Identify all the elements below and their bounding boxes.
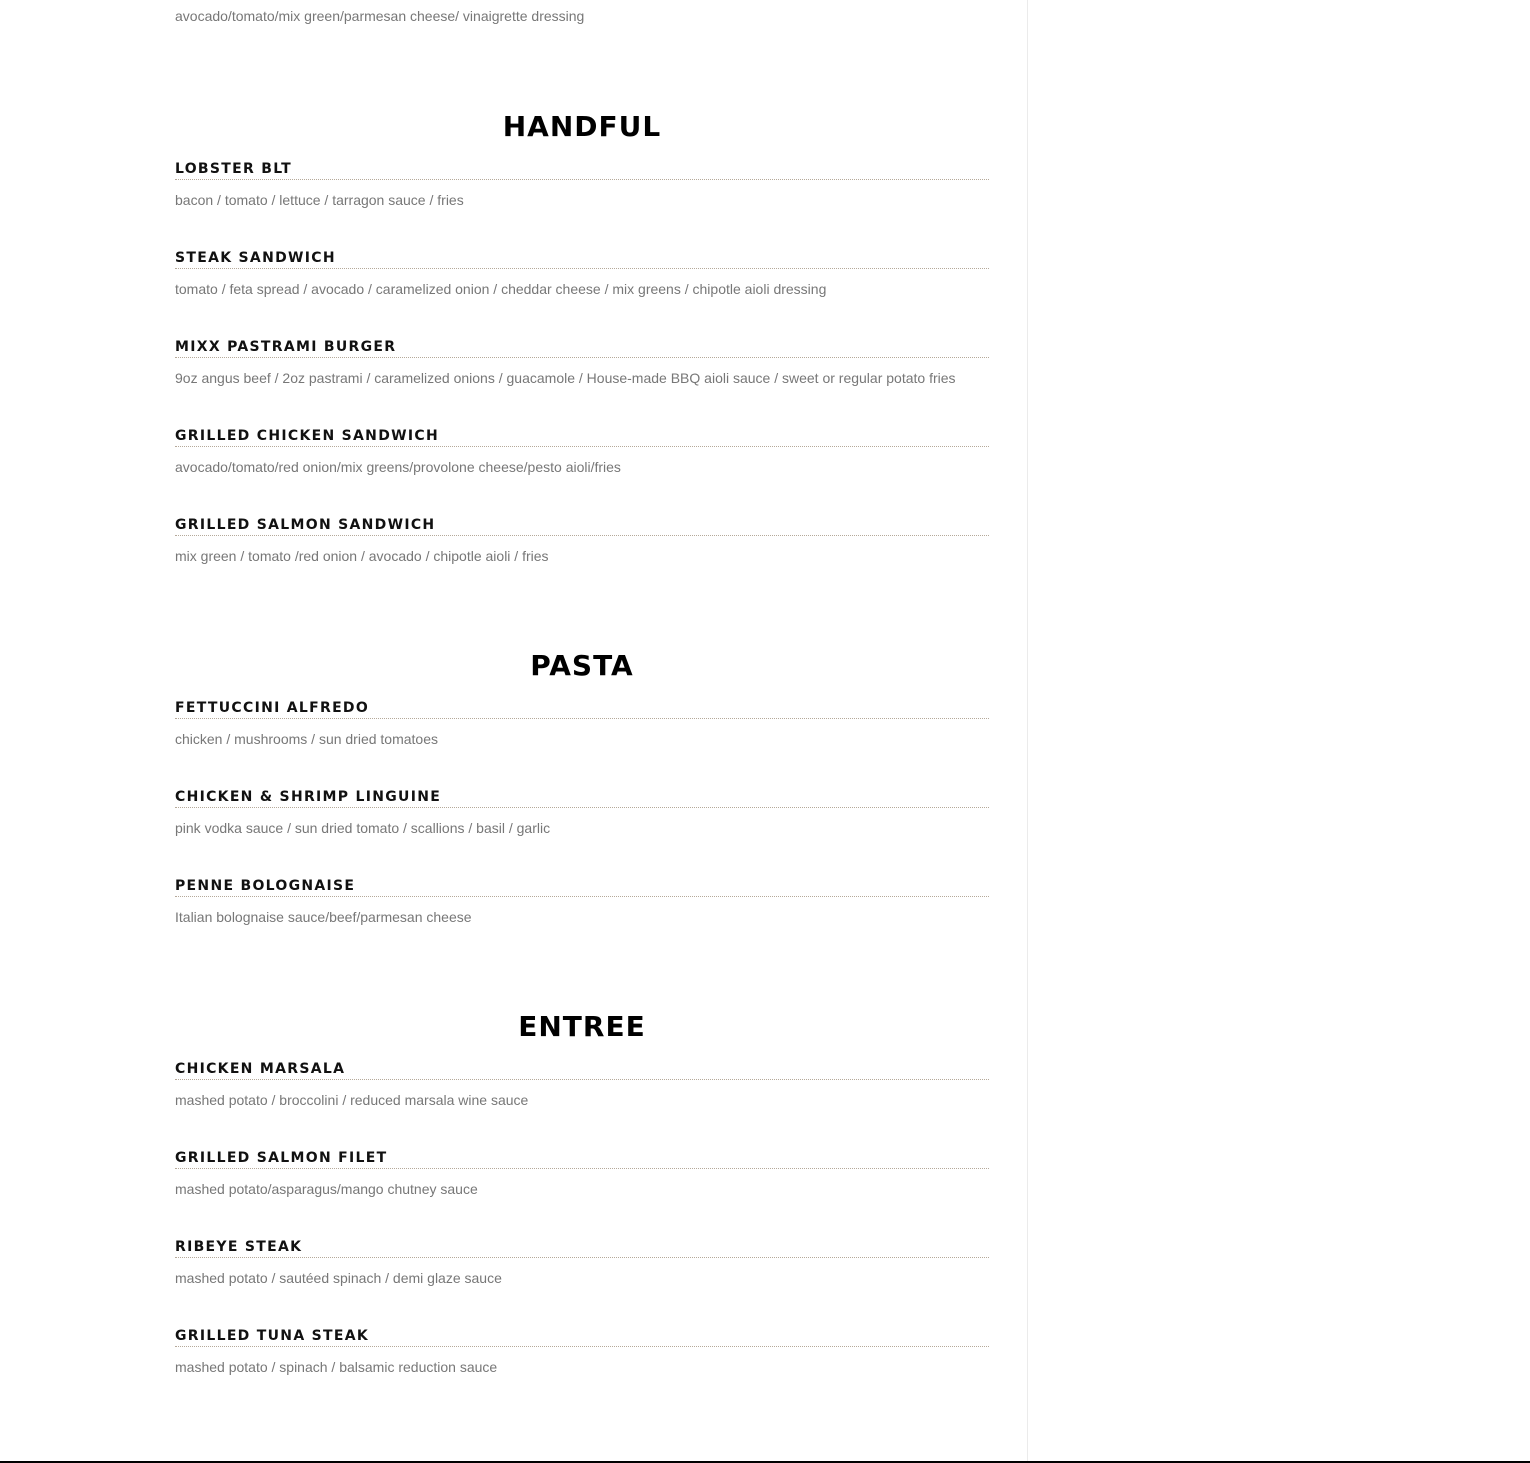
sidebar-column	[1029, 0, 1530, 1463]
menu-item	[175, 1149, 989, 1229]
menu-item	[175, 427, 989, 507]
item-description: avocado/tomato/red onion/mix greens/provolone cheese/pesto aioli/fries	[175, 459, 621, 475]
dotted-divider	[175, 1257, 989, 1258]
menu-item	[175, 1327, 989, 1407]
dotted-divider	[175, 896, 989, 897]
item-name: PENNE BOLOGNAISE	[175, 878, 356, 894]
item-description: avocado/tomato/mix green/parmesan cheese/ vinaigrette dressing	[175, 8, 585, 24]
menu-item	[175, 1238, 989, 1318]
item-description: mashed potato / spinach / balsamic reduction sauce	[175, 1359, 498, 1375]
dotted-divider	[175, 179, 989, 180]
item-description: mashed potato / broccolini / reduced marsala wine sauce	[175, 1092, 529, 1108]
item-description: mashed potato / sautéed spinach / demi glaze sauce	[175, 1270, 502, 1286]
item-name: STEAK SANDWICH	[175, 250, 336, 266]
item-name: GRILLED SALMON FILET	[175, 1150, 388, 1166]
item-description: bacon / tomato / lettuce / tarragon sauce / fries	[175, 192, 464, 208]
menu-item	[175, 1060, 989, 1140]
dotted-divider	[175, 718, 989, 719]
menu-item	[175, 160, 989, 240]
menu-item	[175, 788, 989, 868]
item-description: mashed potato/asparagus/mango chutney sauce	[175, 1181, 478, 1197]
item-name: GRILLED SALMON SANDWICH	[175, 517, 436, 533]
dotted-divider	[175, 1168, 989, 1169]
section-title: ENTREE	[518, 1010, 646, 1043]
section-title: HANDFUL	[502, 110, 662, 143]
item-name: GRILLED CHICKEN SANDWICH	[175, 428, 439, 444]
item-name: LOBSTER BLT	[175, 161, 292, 177]
menu-item	[175, 877, 989, 957]
item-description: mix green / tomato /red onion / avocado / chipotle aioli / fries	[175, 548, 549, 564]
item-description: tomato / feta spread / avocado / caramelized onion / cheddar cheese / mix greens / chipotle aioli dressing	[175, 281, 827, 297]
item-name: GRILLED TUNA STEAK	[175, 1328, 370, 1344]
item-name: FETTUCCINI ALFREDO	[175, 700, 370, 716]
item-name: CHICKEN MARSALA	[175, 1061, 346, 1077]
dotted-divider	[175, 268, 989, 269]
dotted-divider	[175, 357, 989, 358]
item-description: pink vodka sauce / sun dried tomato / scallions / basil / garlic	[175, 820, 551, 836]
menu-item	[175, 249, 989, 329]
item-description: 9oz angus beef / 2oz pastrami / caramelized onions / guacamole / House-made BBQ aioli sauce / sweet or regular potato fries	[175, 370, 956, 386]
menu-item	[175, 699, 989, 779]
item-description: chicken / mushrooms / sun dried tomatoes	[175, 731, 439, 747]
section-title: PASTA	[530, 649, 634, 682]
dotted-divider	[175, 1346, 989, 1347]
dotted-divider	[175, 446, 989, 447]
item-description: Italian bolognaise sauce/beef/parmesan cheese	[175, 909, 472, 925]
dotted-divider	[175, 535, 989, 536]
item-name: RIBEYE STEAK	[175, 1239, 303, 1255]
menu-item	[175, 338, 989, 418]
item-name: MIXX PASTRAMI BURGER	[175, 339, 397, 355]
menu-item	[175, 516, 989, 596]
dotted-divider	[175, 1079, 989, 1080]
item-name: CHICKEN & SHRIMP LINGUINE	[175, 789, 442, 805]
dotted-divider	[175, 807, 989, 808]
